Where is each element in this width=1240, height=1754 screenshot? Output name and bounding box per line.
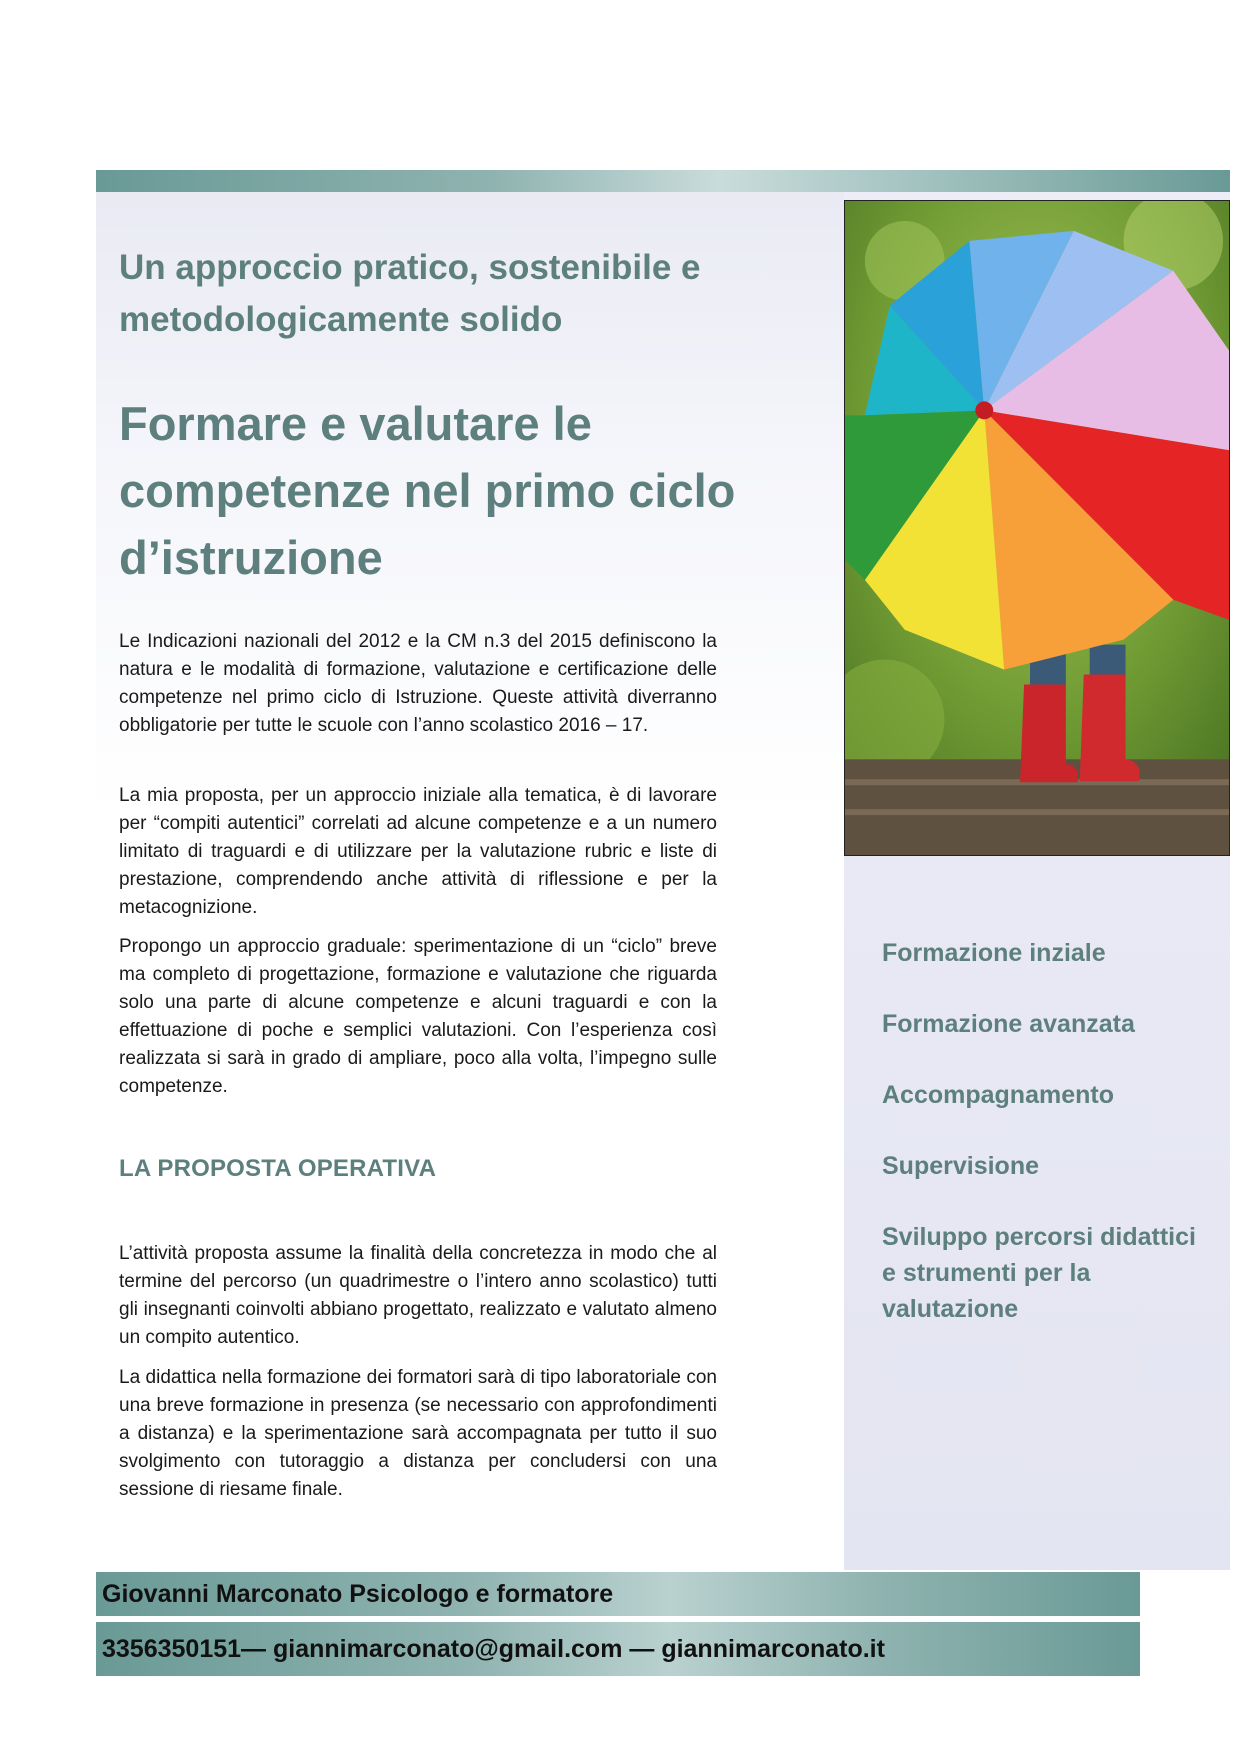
service-item: Accompagnamento [882, 1081, 1114, 1109]
service-item: Supervisione [882, 1152, 1039, 1180]
service-item: Sviluppo percorsi didattici e strumenti per la valutazione [882, 1223, 1196, 1323]
section-heading: LA PROPOSTA OPERATIVA [119, 1155, 437, 1182]
body-paragraph: Propongo un approccio graduale: sperimentazione di un “ciclo” breve ma completo di progettazione, formazione e valutazione che riguarda solo una parte di alcune competenze e alcuni traguardi e con la effettuazione di poche e semplici valutazioni. Con l’esperienza così realizzata si sarà in grado di ampliare, poco alla volta, l’impegno sulle competenze. [119, 936, 717, 1097]
body-paragraph: L’attività proposta assume la finalità della concretezza in modo che al termine del percorso (un quadrimestre o l’intero anno scolastico) tutti gli insegnanti coinvolti abbiano progettato, realizzato e valutato almeno un compito autentico. [119, 1243, 717, 1348]
service-item: Formazione avanzata [882, 1010, 1135, 1038]
body-paragraph: La didattica nella formazione dei formatori sarà di tipo laboratoriale con una breve formazione in presenza (se necessario con approfondimenti a distanza) e la sperimentazione sarà accompagnata per tutto il suo svolgimento con tutoraggio a distanza per concludersi con una sessione di riesame finale. [119, 1367, 717, 1500]
body-paragraph: La mia proposta, per un approccio iniziale alla tematica, è di lavorare per “compiti autentici” correlati ad alcune competenze e a un numero limitato di traguardi e di utilizzare per la valutazione rubric e liste di prestazione, comprendendo anche attività di riflessione e per la metacognizione. [119, 785, 717, 918]
footer-contacts: 3356350151— giannimarconato@gmail.com — giannimarconato.it [96, 1622, 1140, 1676]
top-decorative-bar [96, 170, 1230, 192]
umbrella-photo [844, 200, 1230, 856]
body-paragraph: Le Indicazioni nazionali del 2012 e la CM n.3 del 2015 definiscono la natura e le modalità di formazione, valutazione e certificazione delle competenze nel primo ciclo di Istruzione. Queste attività diverranno obbligatorie per tutte le scuole con l’anno scolastico 2016 – 17. [119, 631, 717, 736]
subtitle: Un approccio pratico, sostenibile e metodologicamente solido [119, 248, 701, 339]
page-title: Formare e valutare le competenze nel primo ciclo d’istruzione [119, 397, 736, 584]
footer-name: Giovanni Marconato Psicologo e formatore [96, 1572, 1140, 1616]
service-item: Formazione inziale [882, 939, 1106, 967]
